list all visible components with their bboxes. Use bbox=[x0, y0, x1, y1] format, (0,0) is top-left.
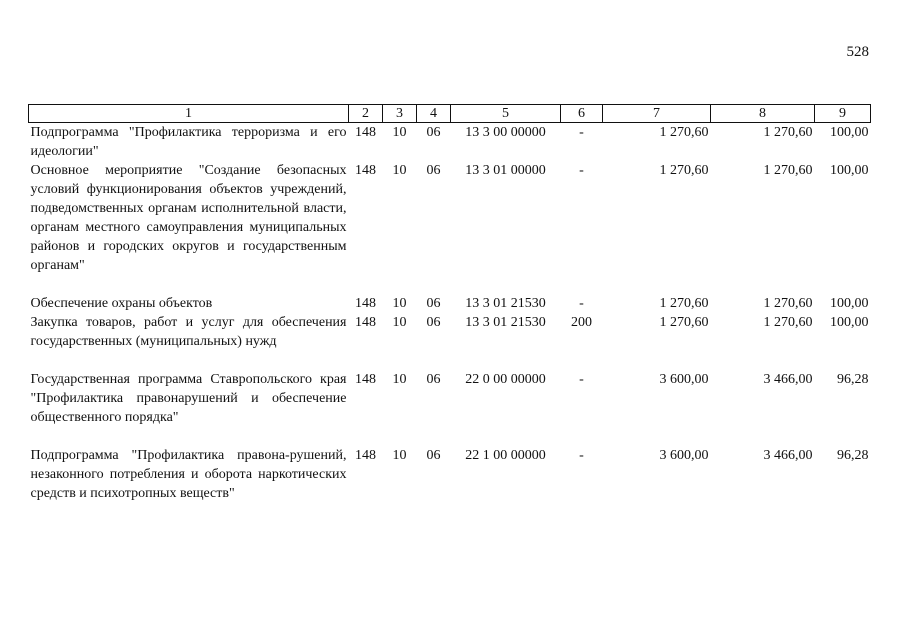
row-plan: 1 270,60 bbox=[659, 296, 709, 311]
row-vr: 200 bbox=[571, 315, 592, 330]
table-row bbox=[29, 123, 871, 162]
table-row bbox=[29, 161, 871, 275]
row-vr: - bbox=[579, 163, 584, 178]
row-pr: 06 bbox=[426, 372, 441, 387]
row-plan: 1 270,60 bbox=[659, 315, 709, 330]
column-header: 6 bbox=[561, 105, 603, 123]
row-name: Подпрограмма "Профилактика терроризма и его идеологии" bbox=[30, 125, 347, 159]
row-csr: 13 3 00 00000 bbox=[465, 125, 546, 140]
page-number: 528 bbox=[846, 44, 869, 60]
row-plan: 3 600,00 bbox=[659, 372, 709, 387]
row-name: Государственная программа Ставропольского края "Профилактика правонарушений и обеспечение общественного порядка" bbox=[30, 372, 347, 425]
column-header: 7 bbox=[603, 105, 711, 123]
row-pr: 06 bbox=[426, 125, 441, 140]
row-rz: 10 bbox=[392, 448, 407, 463]
row-plan: 1 270,60 bbox=[659, 163, 709, 178]
row-fact: 1 270,60 bbox=[763, 163, 813, 178]
row-adm: 148 bbox=[355, 125, 376, 140]
row-fact: 1 270,60 bbox=[763, 315, 813, 330]
row-rz: 10 bbox=[392, 372, 407, 387]
column-header: 5 bbox=[451, 105, 561, 123]
row-name: Подпрограмма "Профилактика правона-рушений, незаконного потребления и оборота наркотических средств и психотропных веществ" bbox=[30, 448, 347, 501]
column-header: 2 bbox=[349, 105, 383, 123]
row-pct: 100,00 bbox=[830, 125, 869, 140]
row-adm: 148 bbox=[355, 296, 376, 311]
table-row bbox=[29, 294, 871, 313]
row-adm: 148 bbox=[355, 315, 376, 330]
row-pr: 06 bbox=[426, 315, 441, 330]
column-header: 8 bbox=[711, 105, 815, 123]
row-pr: 06 bbox=[426, 296, 441, 311]
row-vr: - bbox=[579, 296, 584, 311]
table-row bbox=[29, 313, 871, 351]
row-adm: 148 bbox=[355, 163, 376, 178]
row-pct: 96,28 bbox=[837, 372, 869, 387]
row-adm: 148 bbox=[355, 448, 376, 463]
row-plan: 3 600,00 bbox=[659, 448, 709, 463]
table-row bbox=[29, 446, 871, 503]
row-pct: 96,28 bbox=[837, 448, 869, 463]
row-name: Основное мероприятие "Создание безопасных условий функционирования объектов учреждений, подведомственных органам исполнительной власти, органам местного самоуправления муниципальных районов и городских округов и государственным органам" bbox=[30, 163, 347, 273]
row-pct: 100,00 bbox=[830, 296, 869, 311]
row-pct: 100,00 bbox=[830, 163, 869, 178]
column-header: 4 bbox=[417, 105, 451, 123]
table-row bbox=[29, 370, 871, 427]
row-rz: 10 bbox=[392, 125, 407, 140]
spacer-row bbox=[29, 275, 871, 294]
row-csr: 22 1 00 00000 bbox=[465, 448, 546, 463]
row-rz: 10 bbox=[392, 296, 407, 311]
row-vr: - bbox=[579, 448, 584, 463]
row-name: Обеспечение охраны объектов bbox=[30, 296, 213, 311]
column-header: 9 bbox=[815, 105, 871, 123]
row-vr: - bbox=[579, 125, 584, 140]
row-pct: 100,00 bbox=[830, 315, 869, 330]
row-pr: 06 bbox=[426, 448, 441, 463]
column-header: 3 bbox=[383, 105, 417, 123]
row-csr: 13 3 01 21530 bbox=[465, 315, 546, 330]
spacer-row bbox=[29, 427, 871, 446]
row-csr: 13 3 01 00000 bbox=[465, 163, 546, 178]
row-plan: 1 270,60 bbox=[659, 125, 709, 140]
spacer-row bbox=[29, 351, 871, 370]
budget-table bbox=[28, 104, 871, 503]
row-csr: 22 0 00 00000 bbox=[465, 372, 546, 387]
row-csr: 13 3 01 21530 bbox=[465, 296, 546, 311]
row-fact: 3 466,00 bbox=[763, 372, 813, 387]
row-rz: 10 bbox=[392, 163, 407, 178]
column-header: 1 bbox=[29, 105, 349, 123]
row-adm: 148 bbox=[355, 372, 376, 387]
row-pr: 06 bbox=[426, 163, 441, 178]
table-header-row bbox=[29, 105, 871, 123]
row-fact: 1 270,60 bbox=[763, 125, 813, 140]
row-name: Закупка товаров, работ и услуг для обеспечения государственных (муниципальных) нужд bbox=[30, 315, 347, 349]
row-fact: 1 270,60 bbox=[763, 296, 813, 311]
row-fact: 3 466,00 bbox=[763, 448, 813, 463]
row-vr: - bbox=[579, 372, 584, 387]
row-rz: 10 bbox=[392, 315, 407, 330]
